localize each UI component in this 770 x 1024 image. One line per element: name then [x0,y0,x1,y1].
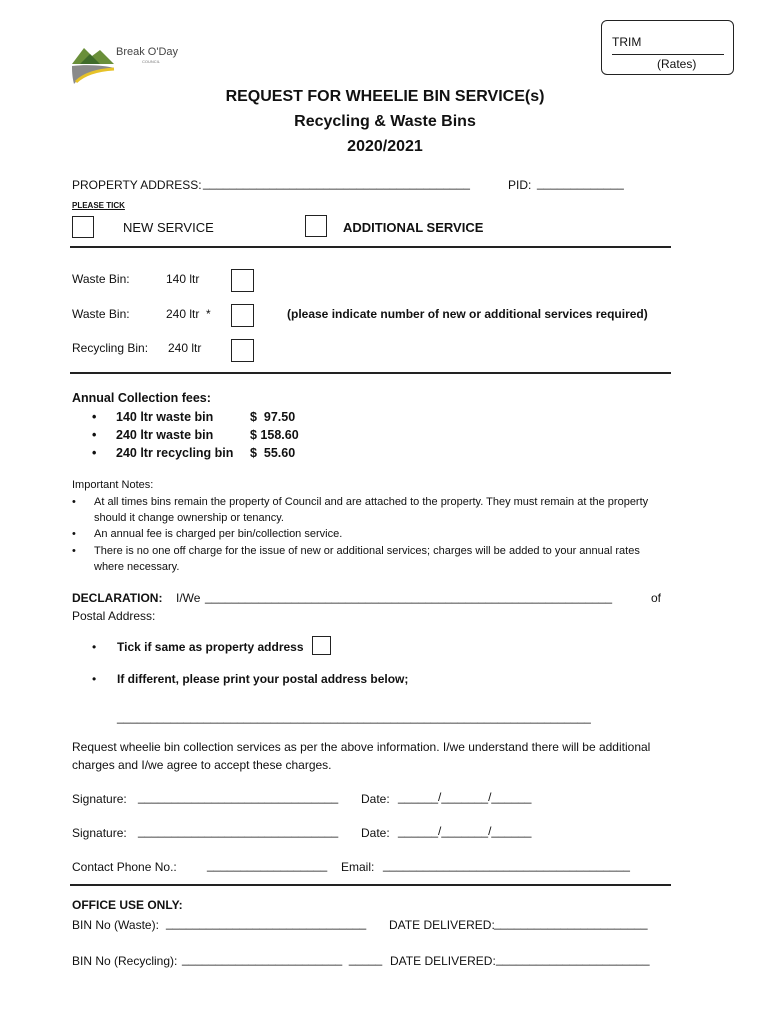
bullet: • [92,672,97,686]
bin-no-waste-field[interactable]: ______________________________ [166,916,367,930]
property-address-field[interactable]: ________________________________________ [203,176,470,190]
fee-price: $ 158.60 [250,428,299,442]
fee-name: 240 ltr waste bin [116,428,214,442]
date-delivered-field[interactable]: _______________________ [494,916,648,930]
email-field[interactable]: _____________________________________ [383,858,630,872]
bin-size-140: 140 ltr [166,272,200,286]
form-subtitle: Recycling & Waste Bins [294,113,476,130]
logo-subtext: COUNCIL [142,59,161,64]
date-delivered-label: DATE DELIVERED: [390,954,496,968]
date-label: Date: [361,826,390,840]
divider [70,372,671,374]
date-field[interactable]: ______/_______/______ [398,790,532,804]
form-title: REQUEST FOR WHEELIE BIN SERVICE(s) [225,88,545,105]
postal-address-field[interactable]: _______________________________________________________________________ [117,710,591,724]
additional-service-checkbox[interactable] [305,215,327,237]
bin-size-240: 240 ltr * [166,307,211,321]
contact-phone-label: Contact Phone No.: [72,860,177,874]
rates-label: (Rates) [657,57,697,71]
fee-name: 240 ltr recycling bin [116,446,234,460]
new-service-checkbox[interactable] [72,216,94,238]
bin-label-waste-240: Waste Bin: [72,307,130,321]
fee-row: • 240 ltr recycling bin $ 55.60 [92,444,299,462]
signature-field[interactable]: ______________________________ [138,824,339,838]
declaration-label: DECLARATION: [72,591,163,605]
bin-no-recycling-field[interactable]: ________________________ _____ [182,952,383,966]
note-item: • An annual fee is charged per bin/collection service. [72,526,672,542]
property-address-label: PROPERTY ADDRESS: [72,178,202,192]
new-service-label: NEW SERVICE [123,220,214,235]
pid-label: PID: [508,178,532,192]
divider [70,246,671,248]
form-year: 2020/2021 [347,138,423,155]
date-field[interactable]: ______/_______/______ [398,824,532,838]
date-label: Date: [361,792,390,806]
bin-no-waste-label: BIN No (Waste): [72,918,159,932]
pid-field[interactable]: _____________ [537,176,624,190]
notes-heading: Important Notes: [72,479,154,491]
note-text: There is no one off charge for the issue of new or additional services; charges will be added to your annual rates where necessary. [94,545,640,573]
fee-row: • 140 ltr waste bin $ 97.50 [92,408,299,426]
fees-list [92,408,299,462]
signature-label: Signature: [72,792,127,806]
please-tick-label: PLEASE TICK [72,201,125,210]
if-different-label: If different, please print your postal address below; [117,672,409,686]
trim-field[interactable] [612,54,724,55]
bin-label-recycling: Recycling Bin: [72,341,149,355]
postal-address-label: Postal Address: [72,609,156,623]
fee-price: $ 55.60 [250,446,296,460]
bin-no-recycling-label: BIN No (Recycling): [72,954,178,968]
signature-label: Signature: [72,826,127,840]
signature-field[interactable]: ______________________________ [138,790,339,804]
recycling-240-qty-box[interactable] [231,339,254,362]
office-use-heading: OFFICE USE ONLY: [72,898,183,912]
declaration-name-field[interactable]: _____________________________________________________________ [205,590,613,604]
waste-240-qty-box[interactable] [231,304,254,327]
note-item: • At all times bins remain the property of Council and are attached to the property. They must remain at the property should it change ownership or tenancy. [72,494,672,526]
declaration-of-label: of [651,591,662,605]
bin-size-recycling-240: 240 ltr [168,341,202,355]
note-text: An annual fee is charged per bin/collection service. [94,528,343,540]
additional-service-label: ADDITIONAL SERVICE [343,220,484,235]
bullet: • [92,640,97,654]
bin-label-waste-140: Waste Bin: [72,272,130,286]
fees-heading: Annual Collection fees: [72,391,211,405]
council-logo [70,40,180,88]
same-address-checkbox[interactable] [312,636,331,655]
fee-price: $ 97.50 [250,410,296,424]
fee-row: • 240 ltr waste bin $ 158.60 [92,428,299,442]
note-text: At all times bins remain the property of Council and are attached to the property. They must remain at the property should it change ownership or tenancy. [94,496,649,524]
waste-140-qty-box[interactable] [231,269,254,292]
declaration-iwe-label: I/We [176,591,201,605]
trim-label: TRIM [612,35,642,49]
declaration-statement: Request wheelie bin collection services as per the above information. I/we understand there will be additional charges and I/we agree to accept these charges. [72,740,651,772]
logo-text: Break O'Day [116,46,179,58]
bins-instruction-note: (please indicate number of new or additional services required) [287,307,648,321]
email-label: Email: [341,860,375,874]
note-item: • There is no one off charge for the issue of new or additional services; charges will be added to your annual rates where necessary. [72,543,672,575]
tick-same-label: Tick if same as property address [117,640,304,654]
divider [70,884,671,886]
contact-phone-field[interactable]: __________________ [207,858,328,872]
date-delivered-field[interactable]: _______________________ [496,952,650,966]
fee-name: 140 ltr waste bin [116,410,214,424]
date-delivered-label: DATE DELIVERED: [389,918,495,932]
